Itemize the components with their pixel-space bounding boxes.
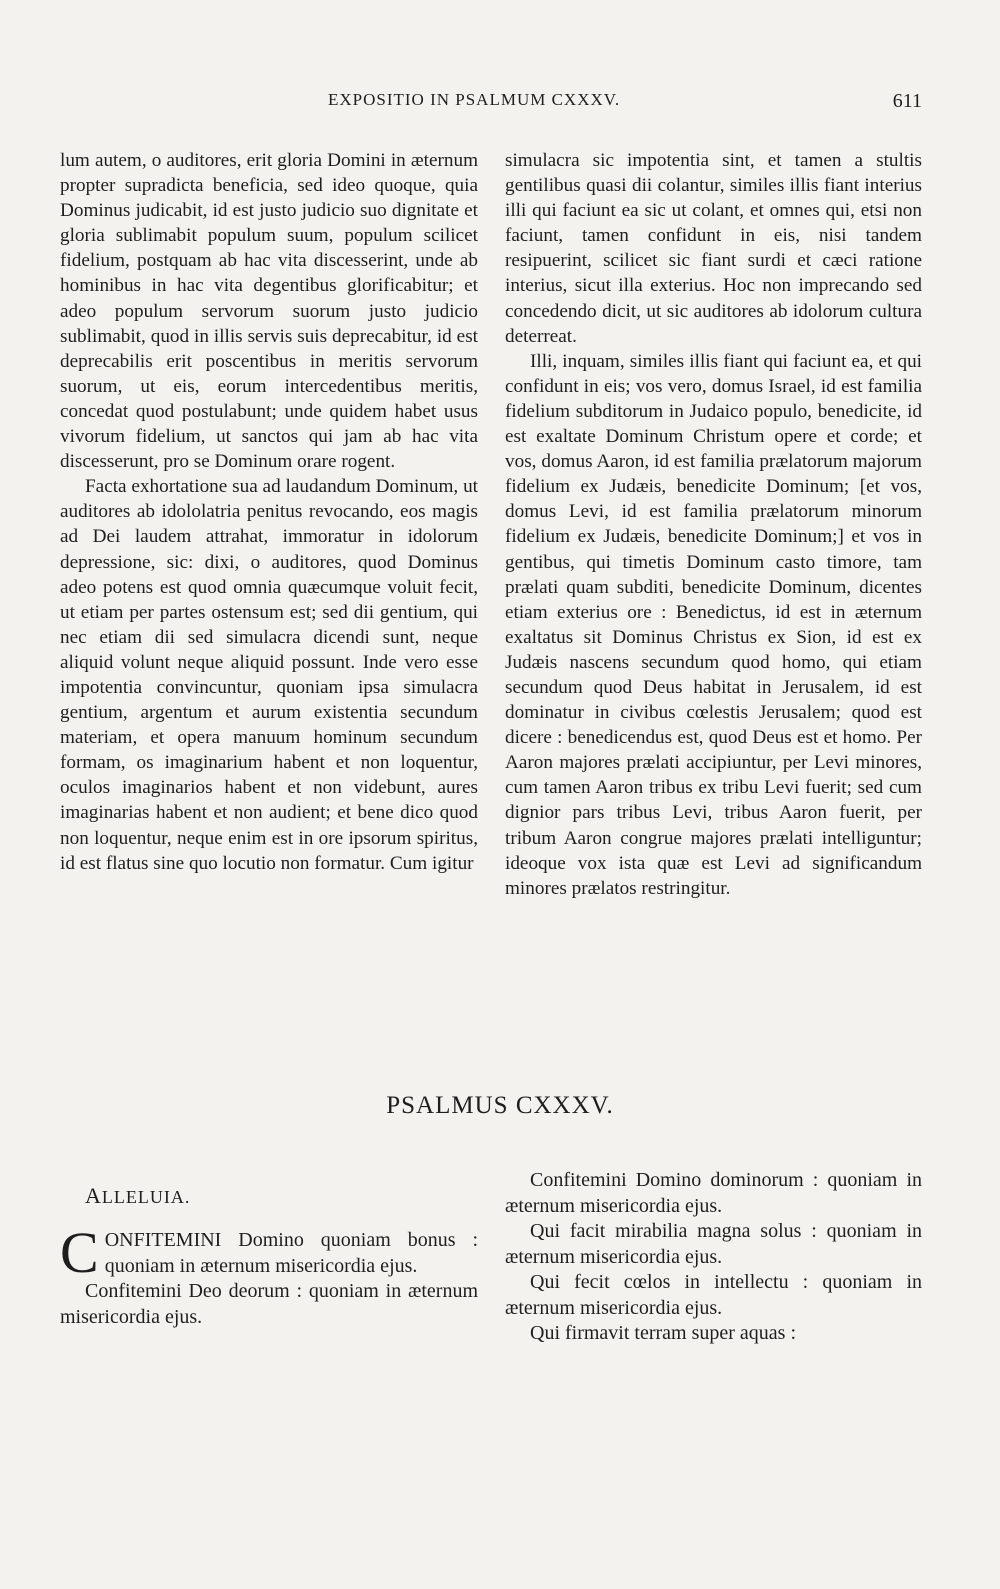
psalm-verse: Confitemini Domino dominorum : quoniam in æternum misericordia ejus. [505, 1169, 922, 1217]
running-header [60, 90, 922, 120]
psalm-verse: Qui facit mirabilia magna solus : quoniam in æternum misericordia ejus. [505, 1220, 922, 1268]
verse-caps: ONFITEMINI [104, 1229, 222, 1251]
right-commentary-column [505, 148, 922, 901]
alleluia-initial: A [85, 1183, 102, 1208]
commentary-paragraph: Illi, inquam, similes illis fiant qui faciunt ea, et qui confidunt in eis; vos vero, domus Israel, id est familia fidelium subditorum in Judaico populo, benedicite, id est exaltate Dominum Christum opere et corde; et vos, domus Aaron, id est familia prælatorum majorum fidelium ex Judæis, benedicite Dominum; [et vos, domus Levi, id est familia prælatorum minorum fidelium ex Judæis, benedicite Dominum;] et vos in gentibus, qui timetis Dominum casto timore, tam prælati quam subditi, benedicite Dominum, dicentes etiam exterius ore : Benedictus, id est in æternum exaltatus sit Dominus Christus ex Sion, id est ex Judæis nascens secundum quod homo, qui etiam secundum quod Deus habitat in Jerusalem, id est dominatur in civibus cœlestis Jerusalem; quod est dicere : benedicendus est, quod Deus est et homo. Per Aaron majores prælati accipiuntur, per Levi minores, cum tamen Aaron tribus ex tribu Levi fuerit; sed cum dignior pars tribus Levi, tribus Aaron fuerit, per tribum Aaron congrue majores prælati intelliguntur; ideoque vox ista quæ est Levi ad significandum minores prælatos restringitur. [505, 350, 922, 899]
psalm-verse: Qui firmavit terram super aquas : [530, 1322, 797, 1344]
left-commentary-column [60, 148, 478, 876]
alleluia-rest: LLELUIA. [101, 1187, 191, 1207]
verse-text: Domino quoniam bonus : quoniam in æternum misericordia ejus. [104, 1229, 478, 1277]
commentary-paragraph: simulacra sic impotentia sint, et tamen a stultis gentilibus quasi dii colantur, similes illis fiant interius illi qui faciunt ea sic ut colant, et omnes qui, etsi non faciunt, tamen confidunt in eis, nisi tandem resipuerint, scilicet sic fiant surdi et cæci ratione interius, sicut illa exterius. Hoc non imprecando sed concedendo dicit, ut sic auditores ab idolorum cultura deterreat. [505, 150, 922, 347]
psalm-right-column [505, 1168, 922, 1347]
running-title: EXPOSITIO IN PSALMUM CXXXV. [328, 90, 621, 109]
psalm-verse [60, 1220, 478, 1285]
page-number: 611 [892, 90, 922, 112]
commentary-paragraph: lum autem, o auditores, erit gloria Domini in æternum propter supradicta beneficia, sed ideo quoque, quia Dominus judicabit, id est justo judicio suo dignitate et gloria sublimabit populum suum, populum scilicet fidelium, postquam ab hac vita discesserint, unde ab hominibus in hac vita degentibus glorificabitur; et adeo populum servorum suorum justo judicio sublimabit, quod in illis servis suis deprecabitur, id est deprecabilis erit poscentibus in meritis servorum suorum, ut eis, eorum intercedentibus meritis, concedat quod postulabunt; unde quidem habet usus vivorum fidelium, ut sanctos qui jam ab hac vita discesserunt, pro se Dominum orare rogent. [60, 150, 478, 473]
drop-cap: C [60, 1220, 99, 1285]
commentary-paragraph: Facta exhortatione sua ad laudandum Dominum, ut auditores ab idololatria penitus revocando, eos magis ad Dei laudem attrahat, immoratur in idolorum depressione, sic: dixi, o auditores, quod Dominus adeo potens est quod omnia quæcumque voluit fecit, ut etiam per partes ostensum est; sed dii gentium, qui nec etiam dii sed simulacra dicendi sunt, neque aliquid volunt neque aliquid possunt. Inde vero esse impotentia convincuntur, quoniam ipsa simulacra gentium, argentum et aurum existentia secundum materiam, et opera manuum hominum secundum formam, os imaginarium habent et non loquentur, oculos imaginarios habent et non videbunt, aures imaginarias habent et non audient; et bene dico quod non loquentur, neque enim est in ore ipsorum spiritus, id est flatus sine quo locutio non formatur. Cum igitur [60, 476, 478, 874]
psalm-title: PSALMUS CXXXV. [386, 1092, 614, 1119]
psalm-left-column [60, 1220, 478, 1330]
psalm-verse: Qui fecit cœlos in intellectu : quoniam in æternum misericordia ejus. [505, 1271, 922, 1319]
psalm-verse: Confitemini Deo deorum : quoniam in æternum misericordia ejus. [60, 1280, 478, 1328]
alleluia-heading [85, 1183, 190, 1209]
